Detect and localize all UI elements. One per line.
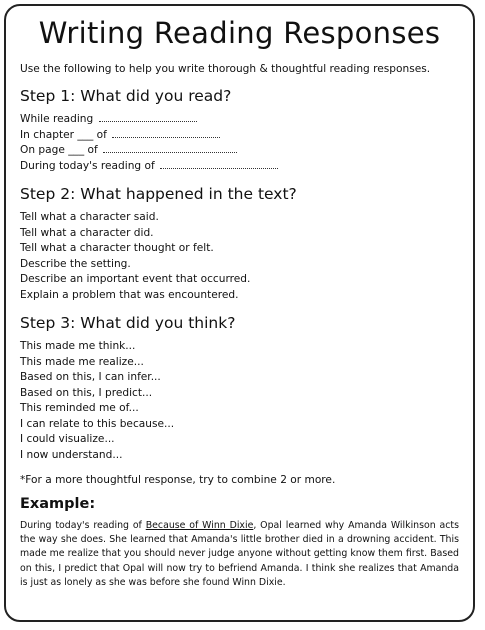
list-item — [20, 128, 459, 144]
step3-heading: Step 3: What did you think? — [20, 314, 236, 332]
step1-line-4: During today's reading of — [20, 159, 155, 172]
step2-list — [20, 210, 459, 303]
list-item: This reminded me of... — [20, 402, 139, 414]
list-item: This made me realize... — [20, 355, 144, 368]
list-item — [20, 112, 459, 128]
step1-heading: Step 1: What did you read? — [20, 87, 232, 105]
page-title: Writing Reading Responses — [38, 16, 441, 50]
list-item: I could visualize... — [20, 433, 115, 445]
list-item — [20, 143, 459, 159]
list-item: Tell what a character did. — [20, 226, 154, 239]
fill-in-blank — [112, 128, 220, 138]
list-item: I can relate to this because... — [20, 417, 175, 430]
example-text-before: During today's reading of — [20, 520, 146, 531]
list-item: Tell what a character said. — [20, 211, 159, 223]
step1-line-1: While reading — [20, 113, 94, 125]
fill-in-blank — [103, 143, 237, 153]
list-item: Describe the setting. — [20, 257, 131, 270]
example-paragraph — [20, 519, 459, 590]
list-item: Describe an important event that occurred. — [20, 273, 251, 285]
list-item: I now understand... — [20, 448, 123, 461]
list-item: Based on this, I predict... — [20, 386, 153, 399]
fill-in-blank — [99, 112, 197, 122]
list-item: Explain a problem that was encountered. — [20, 288, 239, 301]
example-heading: Example: — [20, 496, 96, 512]
fill-in-blank — [160, 159, 278, 169]
book-title: Because of Winn Dixie — [145, 520, 254, 531]
list-item: Tell what a character thought or felt. — [20, 242, 214, 254]
list-item — [20, 159, 459, 175]
step1-line-3: On page ___ of — [20, 144, 98, 156]
example-text-after: , Opal learned why Amanda Wilkinson acts the way she does. She learned that Amanda's little brother died in a drowning accident. This made me realize that you should never judge anyone without getting know them first. Based on this, I predict that Opal will now try to befriend Amanda. I think she realizes that Amanda is just as lonely as she was before she found Winn Dixie. — [20, 520, 459, 588]
worksheet — [4, 4, 475, 622]
combine-note: *For a more thoughtful response, try to combine 2 or more. — [20, 474, 336, 486]
step1-list — [20, 112, 459, 174]
list-item: Based on this, I can infer... — [20, 371, 161, 383]
step2-heading: Step 2: What happened in the text? — [20, 185, 297, 203]
intro-text: Use the following to help you write thorough & thoughtful reading responses. — [20, 63, 431, 75]
list-item: This made me think... — [20, 340, 136, 352]
step1-line-2: In chapter ___ of — [20, 128, 107, 141]
step3-list — [20, 339, 459, 463]
